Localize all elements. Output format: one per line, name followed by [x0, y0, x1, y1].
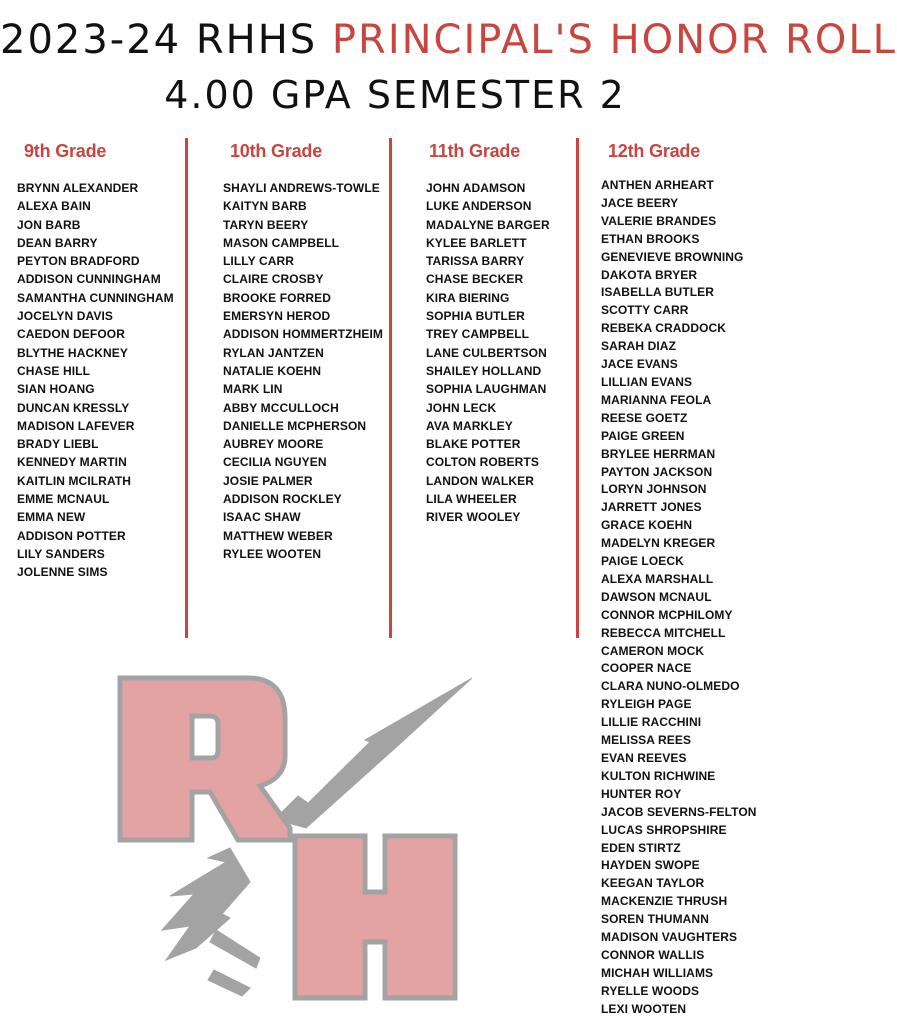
student-name: BLYTHE HACKNEY	[17, 345, 128, 360]
student-name: AVA MARKLEY	[426, 418, 513, 433]
student-name: MACKENZIE THRUSH	[601, 894, 728, 909]
grade-heading: 12th Grade	[608, 141, 701, 161]
grade-column-9	[17, 140, 174, 582]
student-name: GRACE KOEHN	[601, 518, 693, 533]
student-name: JACE BEERY	[601, 195, 679, 210]
student-name: JOLENNE SIMS	[17, 565, 108, 580]
student-name: SHAYLI ANDREWS-TOWLE	[223, 181, 380, 195]
student-name: AUBREY MOORE	[223, 437, 324, 452]
student-name: TARYN BEERY	[223, 217, 309, 232]
student-name: PAYTON JACKSON	[601, 464, 713, 479]
student-name: TREY CAMPBELL	[426, 327, 530, 342]
student-name: MADALYNE BARGER	[426, 217, 550, 232]
student-name: SOREN THUMANN	[601, 912, 709, 927]
student-name: MASON CAMPBELL	[223, 235, 340, 250]
student-name: EMERSYN HEROD	[223, 309, 331, 324]
student-name: MARIANNA FEOLA	[601, 392, 712, 407]
student-name: DUNCAN KRESSLY	[17, 400, 130, 415]
student-name: MADELYN KREGER	[601, 536, 716, 551]
student-name: JON BARB	[17, 217, 81, 232]
student-name: KIRA BIERING	[426, 290, 510, 305]
student-name: BRYLEE HERRMAN	[601, 446, 716, 461]
student-name: BRYNN ALEXANDER	[17, 181, 139, 195]
column-divider	[576, 138, 579, 638]
student-name: SCOTTY CARR	[601, 303, 689, 318]
student-name: PEYTON BRADFORD	[17, 254, 140, 269]
student-name: JOHN LECK	[426, 400, 497, 415]
column-divider	[389, 138, 392, 638]
student-name: LILLIE RACCHINI	[601, 715, 702, 730]
student-name: NATALIE KOEHN	[223, 363, 322, 378]
title-year-school: 2023-24 RHHS	[0, 17, 332, 63]
student-name: DAWSON MCNAUL	[601, 589, 712, 604]
student-name: PAIGE GREEN	[601, 428, 685, 443]
student-name: VALERIE BRANDES	[601, 213, 717, 228]
student-name: ETHAN BROOKS	[601, 231, 700, 246]
rh-logo-graphic	[110, 668, 480, 1008]
student-name: MARK LIN	[223, 382, 283, 397]
student-name: CLARA NUNO-OLMEDO	[601, 679, 740, 694]
student-name: COOPER NACE	[601, 661, 692, 676]
student-name: MADISON VAUGHTERS	[601, 930, 738, 945]
student-name: LILY SANDERS	[17, 546, 105, 561]
student-name: EMME MCNAUL	[17, 492, 110, 507]
student-name: KEEGAN TAYLOR	[601, 876, 705, 891]
page-subtitle: 4.00 GPA SEMESTER 2	[164, 73, 626, 117]
student-name: LUKE ANDERSON	[426, 199, 532, 214]
student-name: CECILIA NGUYEN	[223, 455, 327, 470]
student-list	[17, 179, 174, 582]
student-name: ISAAC SHAW	[223, 510, 301, 525]
student-name: EMMA NEW	[17, 510, 86, 525]
student-name: LANDON WALKER	[426, 473, 534, 488]
student-name: REBEKA CRADDOCK	[601, 321, 727, 336]
student-name: JOSIE PALMER	[223, 473, 313, 488]
student-name: ADDISON CUNNINGHAM	[17, 272, 161, 287]
student-name: HUNTER ROY	[601, 786, 682, 801]
student-name: CONNOR WALLIS	[601, 947, 705, 962]
student-name: GENEVIEVE BROWNING	[601, 249, 744, 264]
logo-letter-r	[120, 678, 290, 840]
student-name: HAYDEN SWOPE	[601, 858, 700, 873]
student-name: EVAN REEVES	[601, 751, 687, 765]
student-name: DAKOTA BRYER	[601, 267, 698, 282]
column-divider	[185, 138, 188, 638]
student-name: CHASE HILL	[17, 363, 90, 378]
logo-letter-h	[295, 836, 455, 998]
student-name: ABBY MCCULLOCH	[223, 400, 339, 415]
student-name: MICHAH WILLIAMS	[601, 965, 714, 980]
student-list	[426, 179, 550, 527]
grade-column-11	[426, 140, 550, 527]
student-name: DANIELLE MCPHERSON	[223, 418, 367, 433]
student-name: REESE GOETZ	[601, 410, 688, 425]
student-name: ALEXA BAIN	[17, 199, 91, 214]
student-name: ALEXA MARSHALL	[601, 571, 714, 586]
student-name: KULTON RICHWINE	[601, 768, 716, 783]
student-name: ADDISON HOMMERTZHEIM	[223, 327, 383, 342]
page-title	[0, 14, 897, 66]
student-name: SOPHIA BUTLER	[426, 309, 525, 324]
student-name: REBECCA MITCHELL	[601, 625, 726, 640]
student-name: JACOB SEVERNS-FELTON	[601, 804, 757, 819]
student-name: RYLEE WOOTEN	[223, 546, 322, 561]
student-name: LORYN JOHNSON	[601, 482, 707, 497]
student-name: LUCAS SHROPSHIRE	[601, 822, 727, 837]
student-name: ANTHEN ARHEART	[601, 178, 714, 192]
student-name: MADISON LAFEVER	[17, 418, 135, 433]
grade-heading: 10th Grade	[230, 141, 323, 161]
student-name: SHAILEY HOLLAND	[426, 363, 542, 378]
student-name: ADDISON ROCKLEY	[223, 492, 342, 507]
student-name: ADDISON POTTER	[17, 528, 126, 543]
student-name: BROOKE FORRED	[223, 290, 331, 305]
student-name: RYLEIGH PAGE	[601, 697, 692, 712]
school-logo	[110, 668, 480, 1012]
student-name: CLAIRE CROSBY	[223, 272, 324, 287]
student-name: PAIGE LOECK	[601, 554, 684, 569]
student-name: MELISSA REES	[601, 733, 692, 748]
student-name: KYLEE BARLETT	[426, 235, 527, 250]
student-name: LILLIAN EVANS	[601, 374, 693, 389]
student-name: LEXI WOOTEN	[601, 1001, 687, 1016]
student-name: KAITYN BARB	[223, 199, 307, 214]
student-name: MATTHEW WEBER	[223, 528, 333, 543]
student-name: EDEN STIRTZ	[601, 840, 681, 855]
student-name: RIVER WOOLEY	[426, 510, 521, 525]
student-name: KAITLIN MCILRATH	[17, 473, 132, 488]
student-name: BLAKE POTTER	[426, 437, 521, 452]
student-name: DEAN BARRY	[17, 235, 98, 250]
student-name: TARISSA BARRY	[426, 254, 525, 269]
student-name: SIAN HOANG	[17, 382, 95, 397]
student-name: SAMANTHA CUNNINGHAM	[17, 290, 174, 305]
grade-column-12	[601, 140, 757, 1019]
student-name: CHASE BECKER	[426, 272, 524, 287]
grade-heading: 11th Grade	[429, 141, 521, 161]
student-name: SARAH DIAZ	[601, 339, 676, 354]
student-name: COLTON ROBERTS	[426, 455, 539, 470]
student-name: JARRETT JONES	[601, 500, 702, 515]
student-name: LANE CULBERTSON	[426, 345, 547, 360]
student-name: RYLAN JANTZEN	[223, 345, 324, 360]
student-name: ISABELLA BUTLER	[601, 285, 715, 300]
student-name: CONNOR MCPHILOMY	[601, 607, 733, 622]
student-name: JOHN ADAMSON	[426, 181, 526, 195]
student-name: CAMERON MOCK	[601, 643, 705, 658]
student-name: KENNEDY MARTIN	[17, 455, 127, 470]
title-honor-roll: PRINCIPAL'S HONOR ROLL	[331, 17, 897, 63]
student-name: RYELLE WOODS	[601, 983, 700, 998]
student-name: JOCELYN DAVIS	[17, 309, 113, 324]
student-name: LILLY CARR	[223, 254, 295, 269]
student-name: LILA WHEELER	[426, 492, 517, 507]
student-name: CAEDON DEFOOR	[17, 327, 125, 342]
grade-heading: 9th Grade	[24, 141, 107, 161]
grade-column-10	[223, 140, 383, 563]
student-list	[601, 177, 757, 1019]
student-name: SOPHIA LAUGHMAN	[426, 382, 547, 397]
student-name: BRADY LIEBL	[17, 437, 99, 452]
student-list	[223, 179, 383, 563]
student-name: JACE EVANS	[601, 357, 678, 372]
